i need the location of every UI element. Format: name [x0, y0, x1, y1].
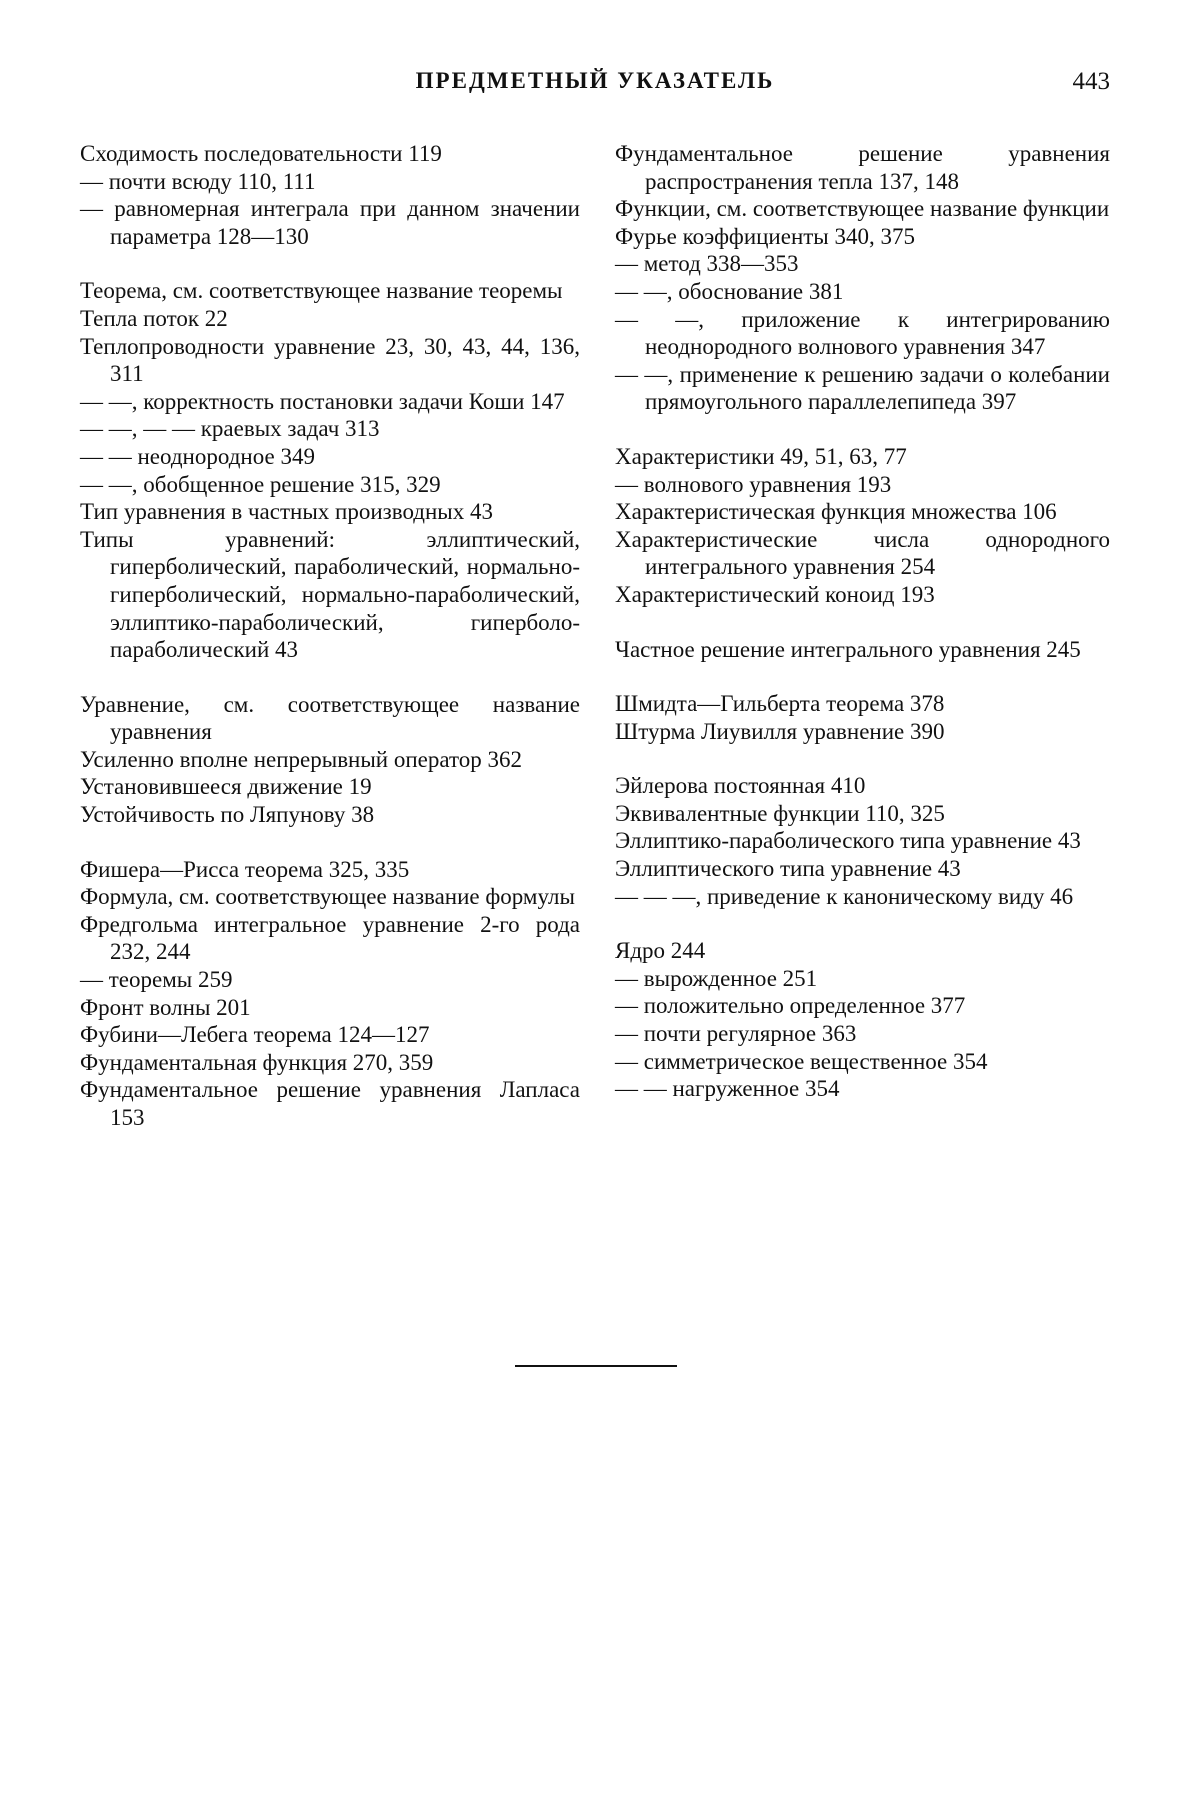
- index-entry: Характеристический коноид 193: [615, 581, 935, 607]
- index-entry: Фубини—Лебега теорема 124—127: [80, 1022, 430, 1048]
- index-entry: Фронт волны 201: [80, 994, 251, 1020]
- index-entry: Усиленно вполне непрерывный оператор 362: [80, 746, 522, 772]
- index-entry: — почти всюду 110, 111: [80, 168, 316, 194]
- index-entry: Штурма Лиувилля уравнение 390: [615, 718, 945, 744]
- index-entry: Тип уравнения в частных производных 43: [80, 499, 493, 525]
- index-entry: Фредгольма интегральное уравнение 2-го рода 232, 244: [80, 911, 580, 965]
- index-column-left: [80, 140, 580, 1132]
- section-gap: [615, 416, 1110, 443]
- index-entry: Фишера—Рисса теорема 325, 335: [80, 856, 410, 882]
- index-entry: — —, корректность постановки задачи Коши 147: [80, 388, 565, 414]
- index-entry: Фундаментальное решение уравнения распространения тепла 137, 148: [615, 141, 1110, 194]
- index-entry: Шмидта—Гильберта теорема 378: [615, 691, 945, 717]
- page-title: ПРЕДМЕТНЫЙ УКАЗАТЕЛЬ: [415, 68, 775, 93]
- index-entry: Тепла поток 22: [80, 305, 228, 331]
- index-entry: — —, применение к решению задачи о колебании прямоугольного параллелепипеда 397: [615, 361, 1110, 415]
- index-entry: Эллиптико-параболического типа уравнение 43: [615, 828, 1081, 854]
- index-entry: — — неоднородное 349: [80, 443, 315, 469]
- index-column-right: [615, 140, 1110, 1103]
- index-entry: Фундаментальное решение уравнения Лапласа 153: [80, 1077, 580, 1130]
- index-entry: — —, приложение к интегрированию неоднородного волнового уравнения 347: [615, 306, 1110, 360]
- index-entry: — равномерная интеграла при данном значении параметра 128—130: [80, 196, 580, 249]
- section-gap: [615, 663, 1110, 690]
- index-entry: — — —, приведение к каноническому виду 46: [615, 883, 1074, 909]
- index-entry: — положительно определенное 377: [615, 993, 966, 1019]
- index-entry: Эллиптического типа уравнение 43: [615, 856, 961, 882]
- index-entry: Фундаментальная функция 270, 359: [80, 1049, 434, 1075]
- index-entry: Теорема, см. соответствующее название теоремы: [80, 278, 563, 304]
- section-gap: [615, 745, 1110, 772]
- index-entry: Ядро 244: [615, 938, 706, 964]
- index-entry: — метод 338—353: [615, 251, 799, 277]
- index-entry: — —, обоснование 381: [615, 278, 844, 304]
- index-entry: Эквивалентные функции 110, 325: [615, 800, 945, 826]
- index-entry: Устойчивость по Ляпунову 38: [80, 802, 375, 828]
- section-gap: [615, 910, 1110, 937]
- section-gap: [80, 250, 580, 277]
- index-entry: Формула, см. соответствующее название формулы: [80, 884, 575, 910]
- index-entry: Характеристические числа однородного интегрального уравнения 254: [615, 526, 1110, 580]
- index-entry: — — нагруженное 354: [615, 1076, 840, 1102]
- index-entry: — —, обобщенное решение 315, 329: [80, 471, 441, 497]
- end-rule: [515, 1365, 677, 1367]
- index-entry: Характеристики 49, 51, 63, 77: [615, 443, 907, 469]
- page-number: 443: [1072, 68, 1110, 95]
- index-entry: Характеристическая функция множества 106: [615, 499, 1057, 525]
- index-entry: — вырожденное 251: [615, 965, 818, 991]
- index-entry: Эйлерова постоянная 410: [615, 773, 866, 799]
- index-entry: Фурье коэффициенты 340, 375: [615, 223, 916, 249]
- index-entry: Сходимость последовательности 119: [80, 141, 442, 166]
- index-entry: — —, — — краевых задач 313: [80, 416, 380, 442]
- index-entry: — симметрическое вещественное 354: [615, 1048, 988, 1074]
- index-entry: — волнового уравнения 193: [615, 471, 892, 497]
- section-gap: [615, 609, 1110, 636]
- index-entry: Частное решение интегрального уравнения 245: [615, 636, 1081, 662]
- index-entry: — почти регулярное 363: [615, 1021, 857, 1047]
- section-gap: [80, 829, 580, 856]
- page-header: [80, 68, 1110, 108]
- index-entry: Установившееся движение 19: [80, 774, 372, 800]
- index-entry: Функции, см. соответствующее название функции: [615, 196, 1110, 222]
- index-entry: Уравнение, см. соответствующее название уравнения: [80, 691, 580, 745]
- section-gap: [80, 664, 580, 691]
- index-entry: Типы уравнений: эллиптический, гиперболический, параболический, нормально-гиперболический, нормально-параболический, эллиптико-параболический, гиперболо-параболический 43: [80, 526, 580, 663]
- index-entry: Теплопроводности уравнение 23, 30, 43, 44, 136, 311: [80, 333, 580, 387]
- index-entry: — теоремы 259: [80, 967, 233, 993]
